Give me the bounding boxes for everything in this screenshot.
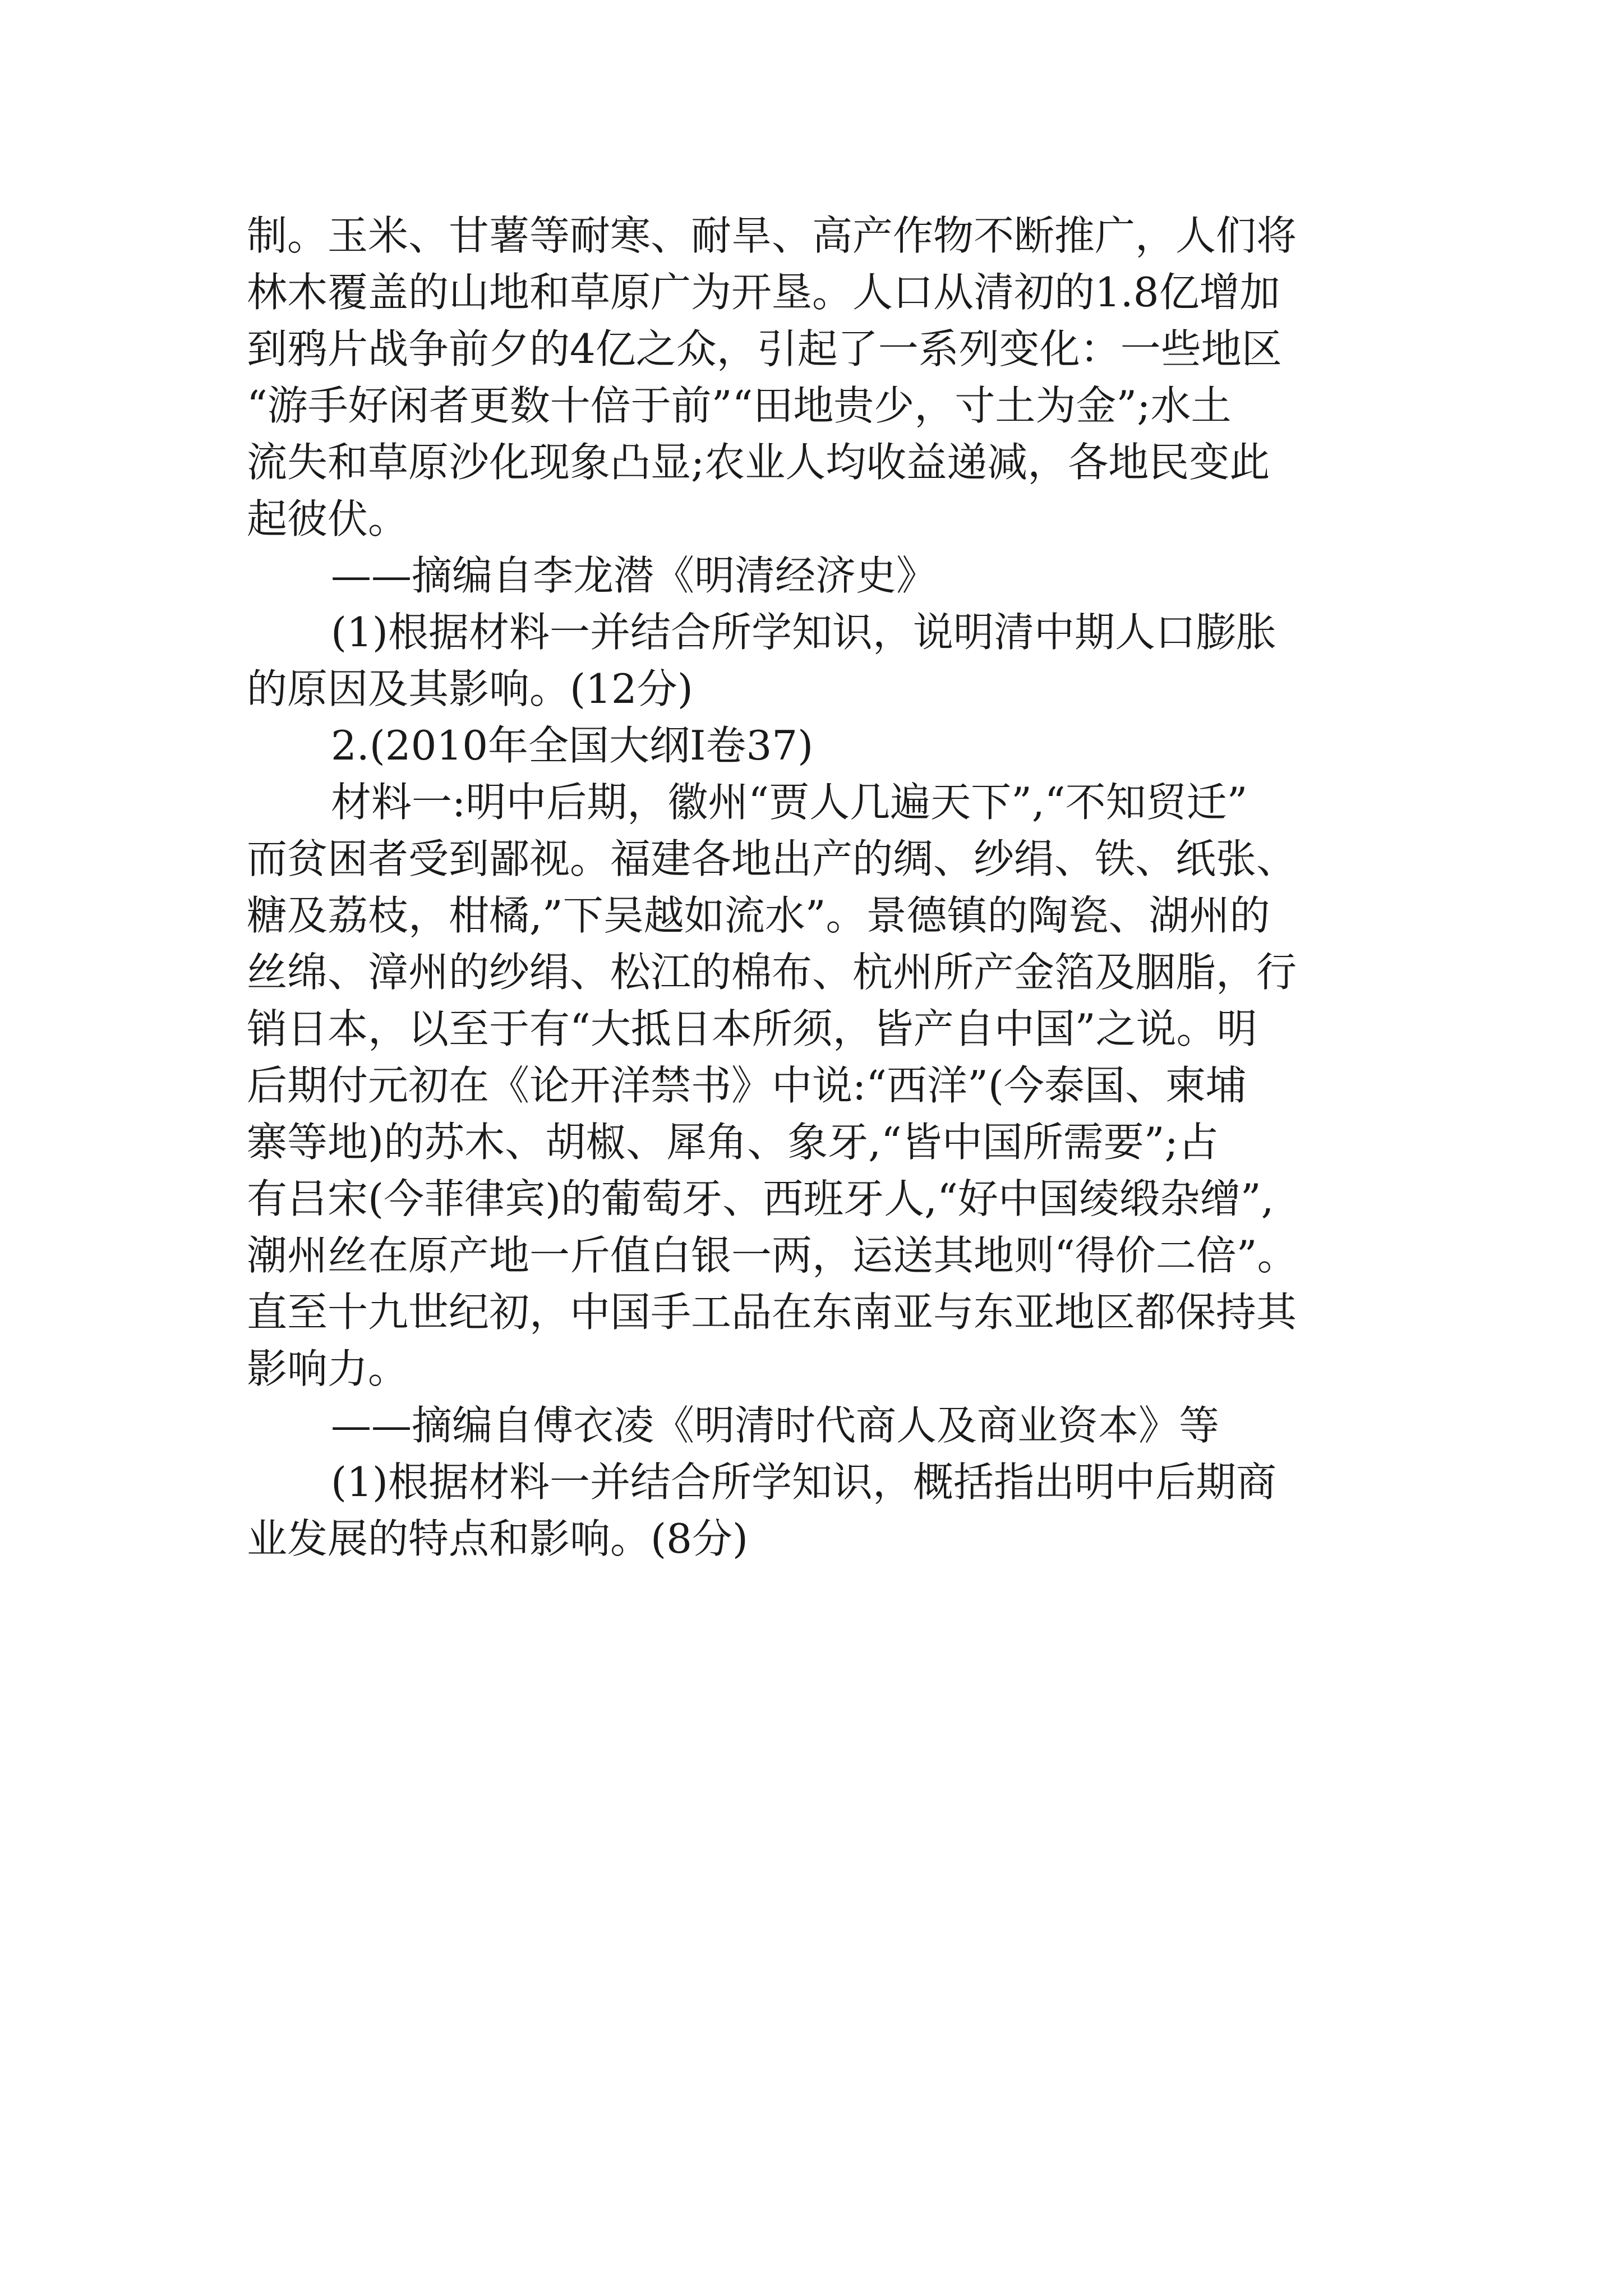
paragraph-line: 潮州丝在原产地一斤值白银一两，运送其地则“得价二倍”。 xyxy=(247,1232,1298,1279)
paragraph-line: “游手好闲者更数十倍于前”“田地贵少，寸土为金”;水土 xyxy=(247,382,1232,429)
paragraph-line: 糖及荔枝，柑橘,”下吴越如流水”。景德镇的陶瓷、湖州的 xyxy=(247,892,1270,939)
paragraph-line: 流失和草原沙化现象凸显;农业人均收益递减，各地民变此 xyxy=(247,439,1270,486)
paragraph-line: 制。玉米、甘薯等耐寒、耐旱、高产作物不断推广，人们将 xyxy=(247,212,1297,259)
paragraph-line: 材料一:明中后期，徽州“贾人几遍天下”,“不知贸迁” xyxy=(331,779,1248,826)
question-line: (1)根据材料一并结合所学知识，概括指出明中后期商 xyxy=(331,1458,1276,1506)
paragraph-line: 后期付元初在《论开洋禁书》中说:“西洋”(今泰国、柬埔 xyxy=(247,1062,1246,1109)
paragraph-line: 有吕宋(今菲律宾)的葡萄牙、西班牙人,“好中国绫缎杂缯”, xyxy=(247,1175,1274,1222)
paragraph-line: 销日本，以至于有“大抵日本所须，皆产自中国”之说。明 xyxy=(247,1005,1257,1052)
paragraph-line: 丝绵、漳州的纱绢、松江的棉布、杭州所产金箔及胭脂，行 xyxy=(247,949,1297,996)
paragraph-line: 影响力。 xyxy=(247,1345,409,1392)
paragraph-line: 而贫困者受到鄙视。福建各地出产的绸、纱绢、铁、纸张、 xyxy=(247,835,1297,882)
document-body xyxy=(247,208,1402,1567)
question-line: 的原因及其影响。(12分) xyxy=(247,665,693,712)
paragraph-line: 到鸦片战争前夕的4亿之众，引起了一系列变化：一些地区 xyxy=(247,325,1282,372)
paragraph-line: 寨等地)的苏木、胡椒、犀角、象牙,“皆中国所需要”;占 xyxy=(247,1119,1219,1166)
source-citation: ——摘编自李龙潜《明清经济史》 xyxy=(331,552,937,599)
paragraph-line: 起彼伏。 xyxy=(247,495,409,542)
paragraph-line: 直至十九世纪初，中国手工品在东南亚与东亚地区都保持其 xyxy=(247,1289,1297,1336)
question-line: 业发展的特点和影响。(8分) xyxy=(247,1515,748,1562)
source-citation: ——摘编自傅衣凌《明清时代商人及商业资本》等 xyxy=(331,1402,1220,1449)
question-line: (1)根据材料一并结合所学知识，说明清中期人口膨胀 xyxy=(331,609,1276,656)
question-heading: 2.(2010年全国大纲Ⅰ卷37) xyxy=(331,722,814,769)
paragraph-line: 林木覆盖的山地和草原广为开垦。人口从清初的1.8亿增加 xyxy=(247,269,1280,316)
